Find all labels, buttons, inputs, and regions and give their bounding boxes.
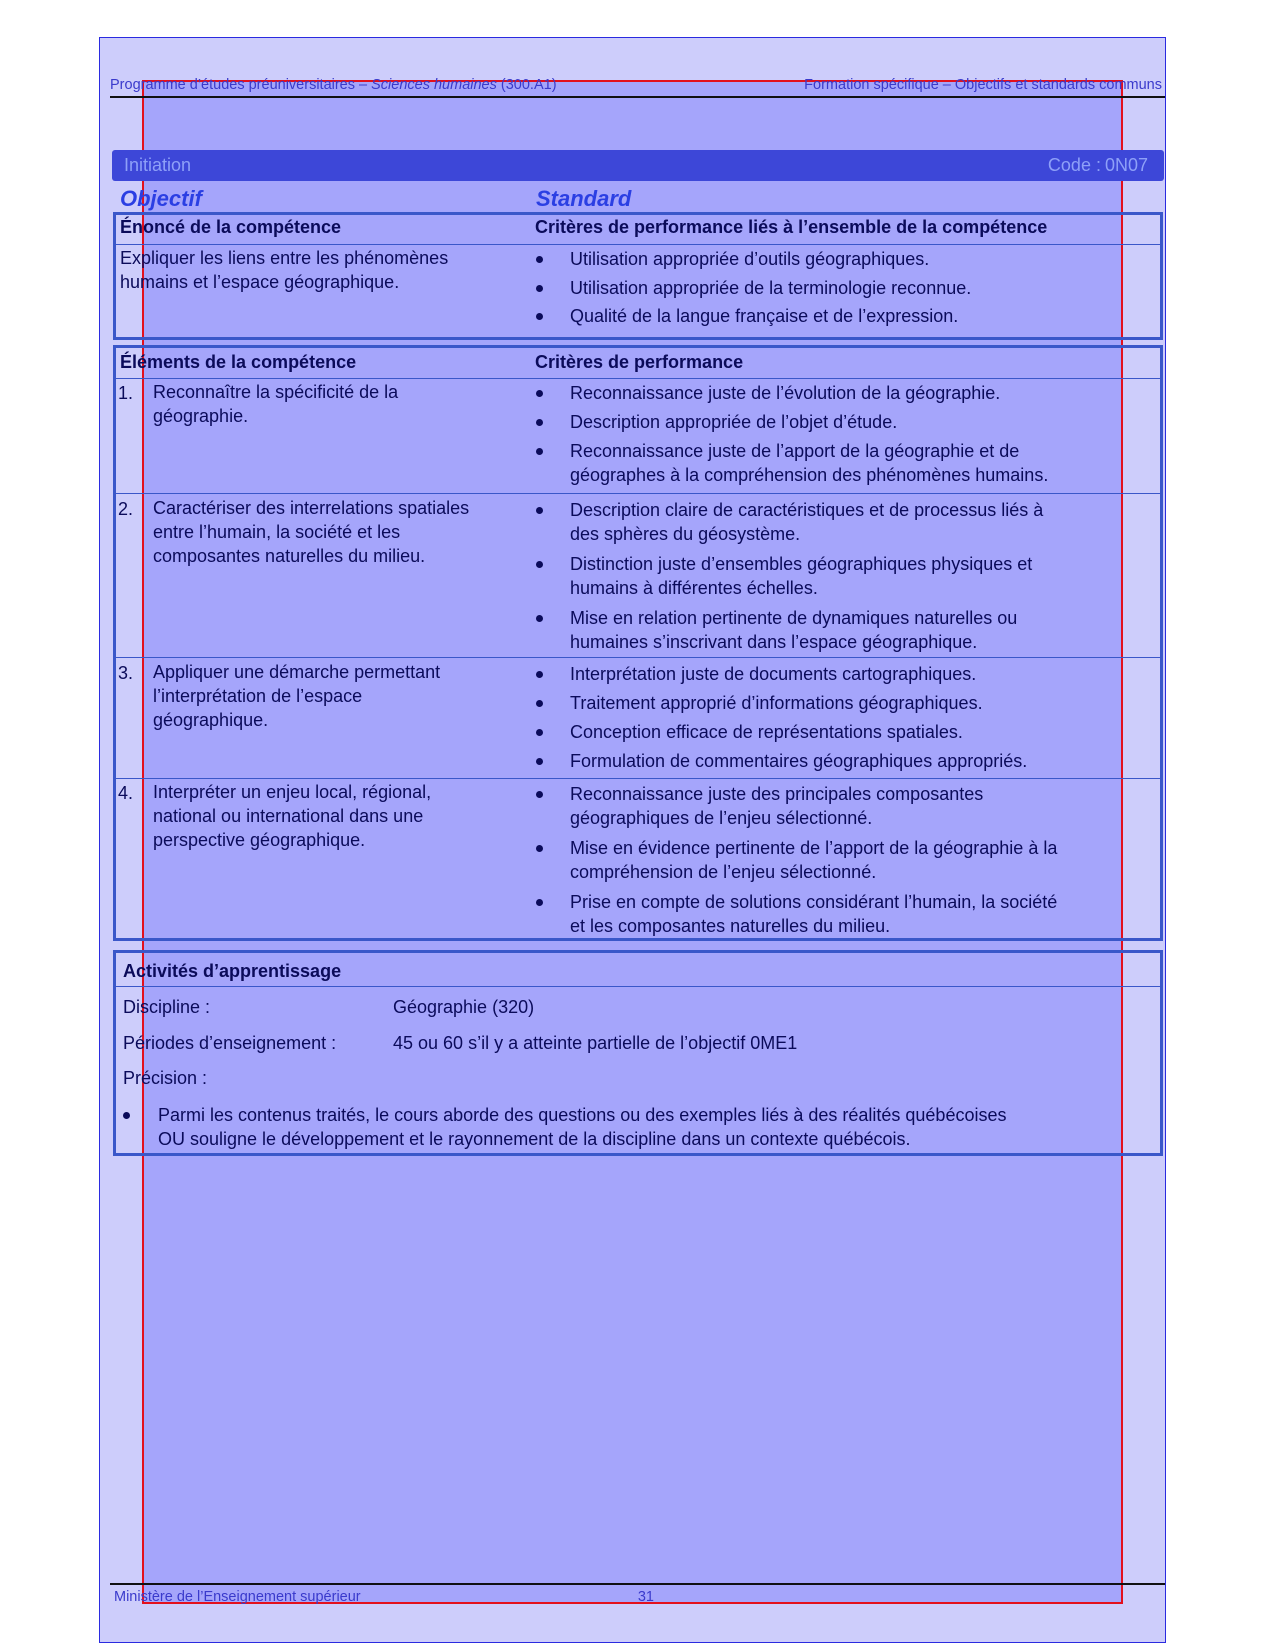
- bullet-icon: [536, 561, 543, 568]
- bullet-icon: [536, 899, 543, 906]
- element-criterion: Distinction juste d’ensembles géographiques physiques et humains à différentes échelles.: [570, 554, 1033, 598]
- title-label: Initiation: [124, 155, 192, 175]
- running-header: [110, 77, 1162, 93]
- element-text: Appliquer une démarche permettant l’interprétation de l’espace géographique.: [153, 662, 441, 730]
- bullet-icon: [536, 313, 543, 320]
- bullet-icon: [536, 671, 543, 678]
- running-footer: [114, 1589, 654, 1605]
- element-number: 4.: [118, 783, 134, 803]
- element-criterion: Reconnaissance juste de l’apport de la géographie et de géographes à la compréhension des phénomènes humains.: [570, 441, 1049, 485]
- bullet-icon: [536, 758, 543, 765]
- competence-criteria-heading: Critères de performance liés à l’ensemble de la compétence: [535, 217, 1048, 237]
- row-divider: [116, 493, 1160, 494]
- bullet-icon: [536, 845, 543, 852]
- element-text: Caractériser des interrelations spatiales entre l’humain, la société et les composantes naturelles du milieu.: [153, 498, 470, 566]
- footer-ministry: Ministère de l’Enseignement supérieur: [114, 1589, 361, 1605]
- element-criterion: Description claire de caractéristiques et de processus liés à des sphères du géosystème.: [570, 500, 1044, 544]
- page-number: 31: [637, 1589, 654, 1605]
- element-criterion: Formulation de commentaires géographiques appropriés.: [570, 751, 1028, 771]
- bullet-icon: [536, 700, 543, 707]
- elements-criteria-heading: Critères de performance: [535, 352, 744, 372]
- bullet-icon: [536, 390, 543, 397]
- header-program: Programme d’études préuniversitaires – Sciences humaines (300.A1): [110, 77, 557, 93]
- precision-text: Parmi les contenus traités, le cours aborde des questions ou des exemples liés à des réalités québécoises OU souligne le développement et le rayonnement de la discipline dans un contexte québécois.: [158, 1105, 1007, 1149]
- activities-heading: Activités d’apprentissage: [123, 961, 342, 981]
- header-rule: [110, 96, 1165, 98]
- row-divider: [116, 657, 1160, 658]
- discipline-label: Discipline :: [123, 997, 211, 1017]
- bullet-icon: [536, 448, 543, 455]
- element-text: Reconnaître la spécificité de la géographie.: [153, 382, 399, 426]
- competence-heading: Énoncé de la compétence: [120, 217, 342, 237]
- code-label: Code :: [1047, 155, 1101, 175]
- bullet-icon: [536, 729, 543, 736]
- element-number: 2.: [118, 499, 134, 519]
- competence-criterion: Utilisation appropriée de la terminologie reconnue.: [570, 278, 972, 298]
- element-criterion: Mise en évidence pertinente de l’apport de la géographie à la compréhension de l’enjeu sélectionné.: [570, 838, 1058, 882]
- element-criterion: Traitement approprié d’informations géographiques.: [570, 693, 983, 713]
- element-criterion: Mise en relation pertinente de dynamiques naturelles ou humaines s’inscrivant dans l’espace géographique.: [570, 608, 1018, 652]
- elements-heading: Éléments de la compétence: [120, 352, 357, 372]
- bullet-icon: [536, 419, 543, 426]
- row-divider: [116, 244, 1160, 245]
- periods-value: 45 ou 60 s’il y a atteinte partielle de l’objectif 0ME1: [393, 1033, 798, 1053]
- element-criterion: Interprétation juste de documents cartographiques.: [570, 664, 977, 684]
- competence-criterion: Qualité de la langue française et de l’expression.: [570, 306, 959, 326]
- element-number: 1.: [118, 383, 134, 403]
- bullet-icon: [536, 256, 543, 263]
- title-bar: [112, 150, 1164, 181]
- element-text: Interpréter un enjeu local, régional, national ou international dans une perspective géographique.: [153, 782, 432, 850]
- code-value: 0N07: [1104, 155, 1148, 175]
- periods-label: Périodes d’enseignement :: [123, 1033, 337, 1053]
- competence-statement: Expliquer les liens entre les phénomènes humains et l’espace géographique.: [120, 248, 449, 292]
- row-divider: [116, 778, 1160, 779]
- element-criterion: Reconnaissance juste des principales composantes géographiques de l’enjeu sélectionné.: [570, 784, 984, 828]
- bullet-icon: [536, 285, 543, 292]
- header-section: Formation spécifique – Objectifs et standards communs: [804, 77, 1162, 93]
- element-criterion: Conception efficace de représentations spatiales.: [570, 722, 963, 742]
- discipline-value: Géographie (320): [393, 997, 535, 1017]
- element-criterion: Description appropriée de l’objet d’étude.: [570, 412, 898, 432]
- element-number: 3.: [118, 663, 134, 683]
- row-divider: [116, 378, 1160, 379]
- footer-rule: [110, 1583, 1165, 1585]
- standard-heading: Standard: [536, 186, 632, 211]
- course-code: [1048, 155, 1148, 176]
- element-criterion: Prise en compte de solutions considérant l’humain, la société et les composantes naturelles du milieu.: [570, 892, 1058, 936]
- bullet-icon: [123, 1112, 130, 1119]
- bullet-icon: [536, 507, 543, 514]
- row-divider: [116, 986, 1160, 987]
- competence-criterion: Utilisation appropriée d’outils géographiques.: [570, 249, 930, 269]
- bullet-icon: [536, 791, 543, 798]
- objective-heading: Objectif: [120, 186, 202, 211]
- bullet-icon: [536, 615, 543, 622]
- element-criterion: Reconnaissance juste de l’évolution de la géographie.: [570, 383, 1001, 403]
- precision-label: Précision :: [123, 1068, 208, 1088]
